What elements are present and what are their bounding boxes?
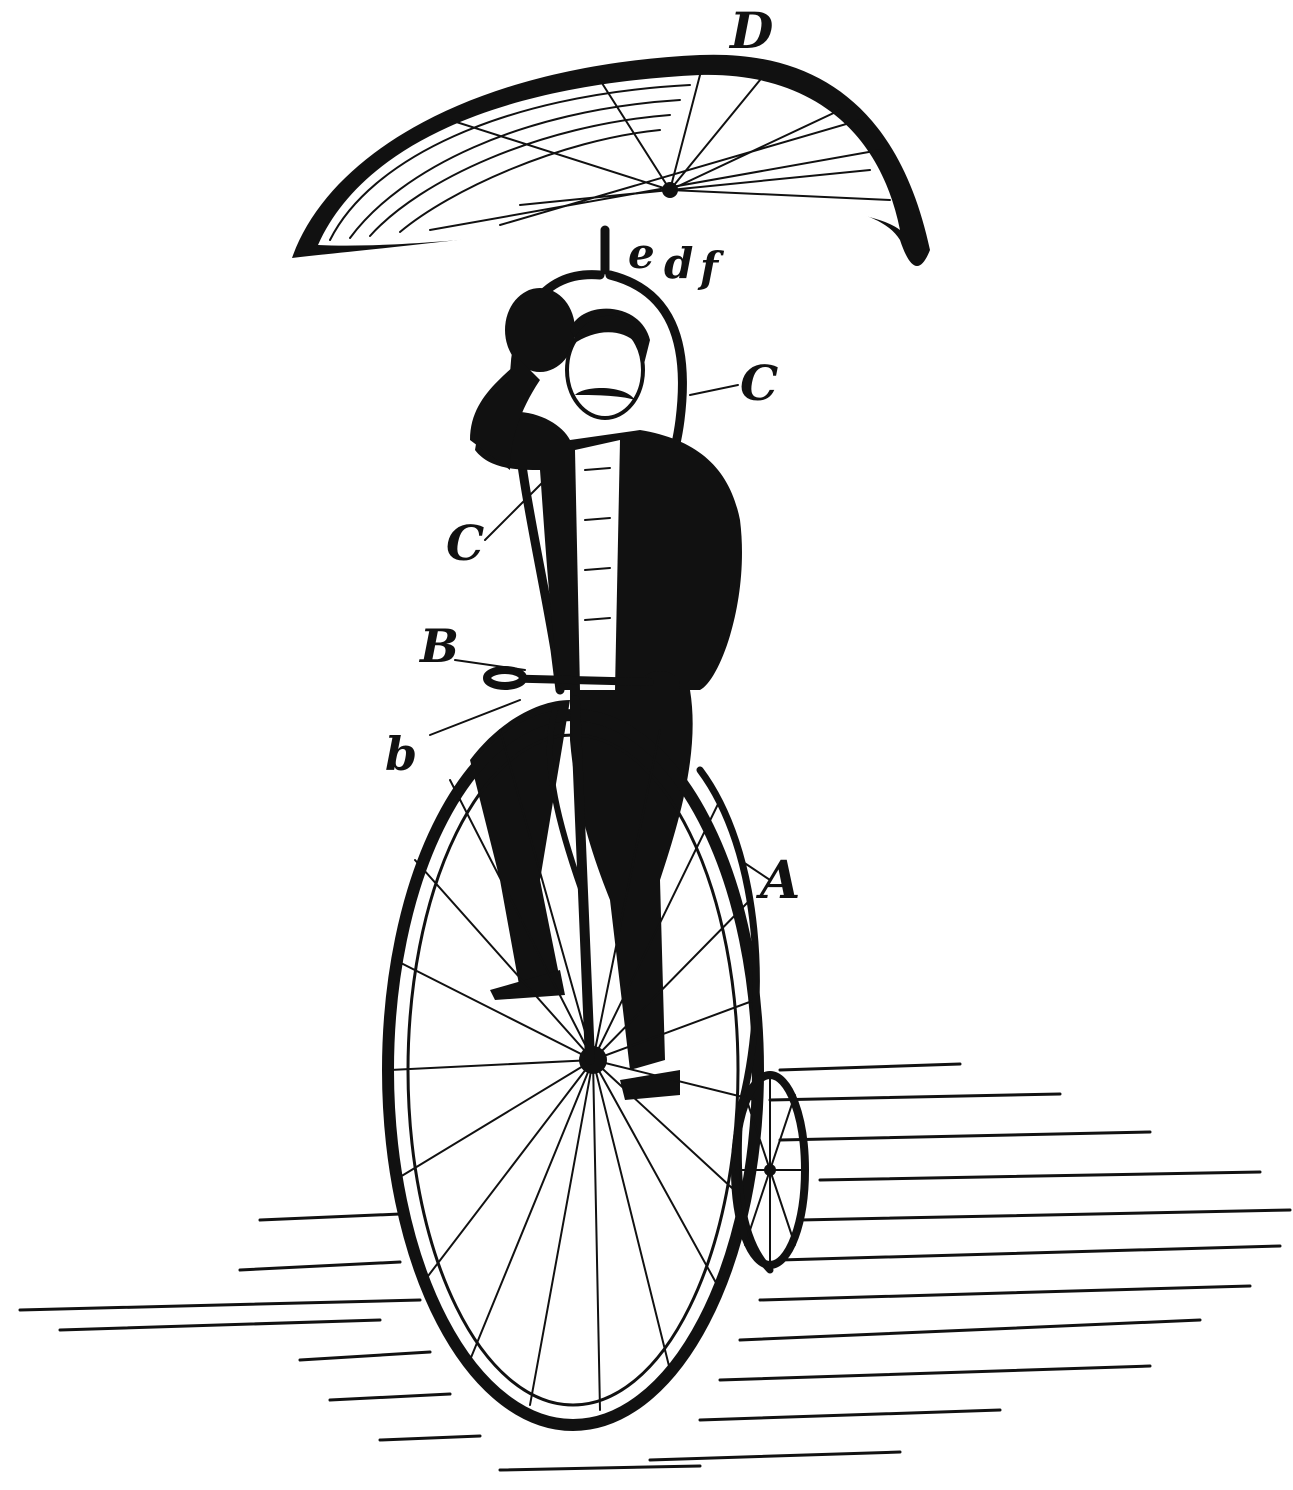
label-B: B (420, 619, 459, 673)
ground-hatching (20, 1064, 1290, 1470)
label-D: D (730, 1, 774, 60)
umbrella-canopy (292, 55, 930, 266)
label-c-right: C (740, 356, 779, 412)
label-b: b (385, 727, 418, 781)
label-A: A (760, 850, 801, 911)
label-c-left: C (446, 516, 485, 572)
large-wheel (388, 700, 758, 1425)
label-f: f (700, 243, 719, 292)
rider (470, 288, 742, 1100)
label-d: d (664, 239, 694, 288)
label-e: e (628, 229, 655, 278)
